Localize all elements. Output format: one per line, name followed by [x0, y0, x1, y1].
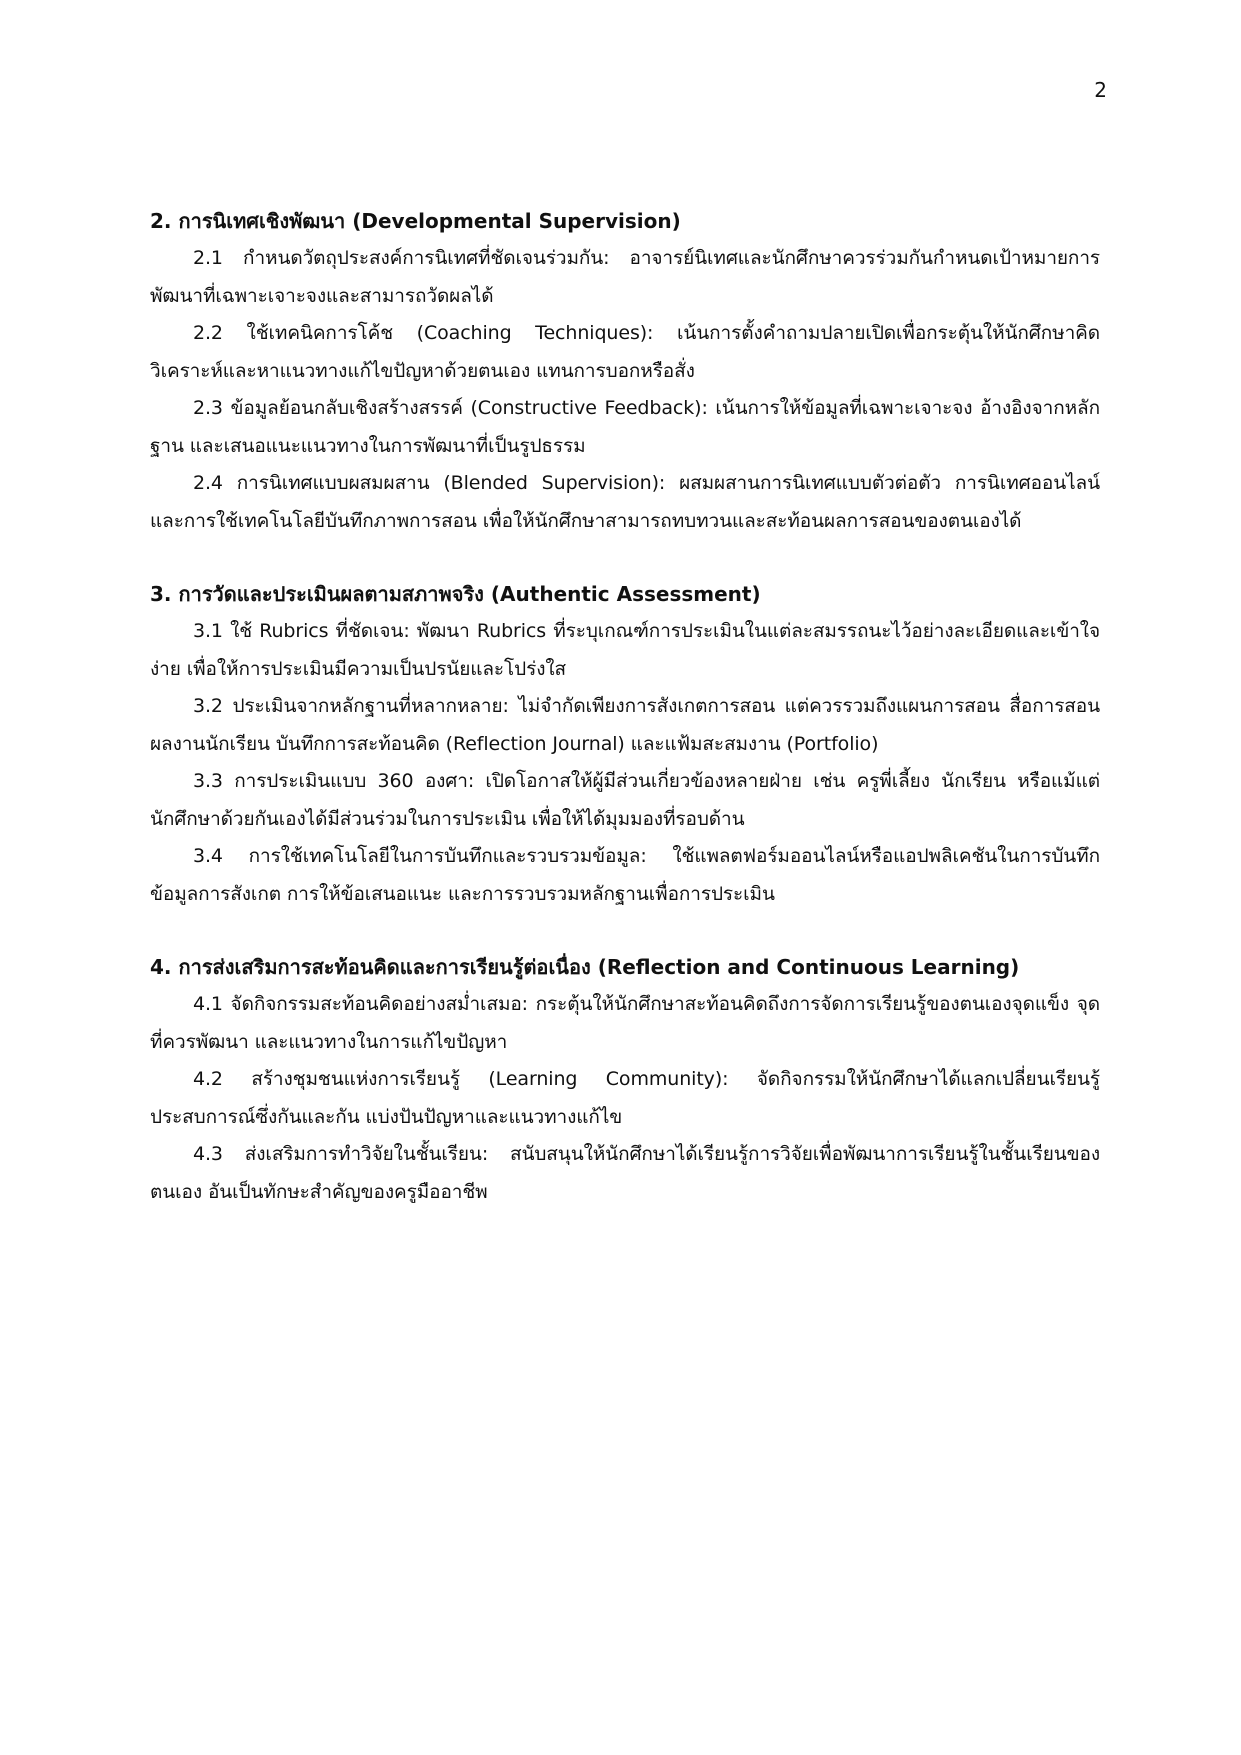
- paragraph: 2.4 การนิเทศแบบผสมผสาน (Blended Supervision): ผสมผสานการนิเทศแบบตัวต่อตัว การนิเทศออนไลน์ และการใช้เทคโนโลยีบันทึกภาพการสอน เพื่อให้นักศึกษาสามารถทบทวนและสะท้อนผลการสอนของตนเองได้: [150, 472, 1100, 532]
- paragraph: 2.1 กำหนดวัตถุประสงค์การนิเทศที่ชัดเจนร่วมกัน: อาจารย์นิเทศและนักศึกษาควรร่วมกันกำหนดเป้าหมายการพัฒนาที่เฉพาะเจาะจงและสามารถวัดผลได้: [150, 247, 1100, 307]
- document-body: [150, 203, 1100, 1247]
- paragraph: 3.4 การใช้เทคโนโลยีในการบันทึกและรวบรวมข้อมูล: ใช้แพลตฟอร์มออนไลน์หรือแอปพลิเคชันในการบันทึกข้อมูลการสังเกต การให้ข้อเสนอแนะ และการรวบรวมหลักฐานเพื่อการประเมิน: [150, 845, 1100, 905]
- paragraph: 3.3 การประเมินแบบ 360 องศา: เปิดโอกาสให้ผู้มีส่วนเกี่ยวข้องหลายฝ่าย เช่น ครูพี่เลี้ยง นักเรียน หรือแม้แต่นักศึกษาด้วยกันเองได้มีส่วนร่วมในการประเมิน เพื่อให้ได้มุมมองที่รอบด้าน: [150, 770, 1100, 830]
- paragraph: 2.2 ใช้เทคนิคการโค้ช (Coaching Techniques): เน้นการตั้งคำถามปลายเปิดเพื่อกระตุ้นให้นักศึกษาคิดวิเคราะห์และหาแนวทางแก้ไขปัญหาด้วยตนเอง แทนการบอกหรือสั่ง: [150, 322, 1100, 382]
- paragraph: 4.1 จัดกิจกรรมสะท้อนคิดอย่างสม่ำเสมอ: กระตุ้นให้นักศึกษาสะท้อนคิดถึงการจัดการเรียนรู้ของตนเองจุดแข็ง จุดที่ควรพัฒนา และแนวทางในการแก้ไขปัญหา: [150, 993, 1100, 1053]
- paragraph: 2.3 ข้อมูลย้อนกลับเชิงสร้างสรรค์ (Constructive Feedback): เน้นการให้ข้อมูลที่เฉพาะเจาะจง อ้างอิงจากหลักฐาน และเสนอแนะแนวทางในการพัฒนาที่เป็นรูปธรรม: [150, 397, 1100, 457]
- paragraph: 3.1 ใช้ Rubrics ที่ชัดเจน: พัฒนา Rubrics ที่ระบุเกณฑ์การประเมินในแต่ละสมรรถนะไว้อย่างละเอียดและเข้าใจง่าย เพื่อให้การประเมินมีความเป็นปรนัยและโปร่งใส: [150, 620, 1100, 680]
- section-reflection-learning: [150, 949, 1100, 1211]
- section-authentic-assessment: [150, 576, 1100, 913]
- section-heading: 3. การวัดและประเมินผลตามสภาพจริง (Authentic Assessment): [150, 582, 761, 606]
- page-number: 2: [1094, 78, 1107, 102]
- section-heading: 4. การส่งเสริมการสะท้อนคิดและการเรียนรู้ต่อเนื่อง (Reflection and Continuous Learning): [150, 955, 1020, 979]
- paragraph: 3.2 ประเมินจากหลักฐานที่หลากหลาย: ไม่จำกัดเพียงการสังเกตการสอน แต่ควรรวมถึงแผนการสอน สื่อการสอน ผลงานนักเรียน บันทึกการสะท้อนคิด (Reflection Journal) และแฟ้มสะสมงาน (Portfolio): [150, 695, 1100, 755]
- paragraph: 4.2 สร้างชุมชนแห่งการเรียนรู้ (Learning Community): จัดกิจกรรมให้นักศึกษาได้แลกเปลี่ยนเรียนรู้ประสบการณ์ซึ่งกันและกัน แบ่งปันปัญหาและแนวทางแก้ไข: [150, 1068, 1100, 1128]
- section-heading: 2. การนิเทศเชิงพัฒนา (Developmental Supervision): [150, 209, 681, 233]
- section-developmental-supervision: [150, 203, 1100, 540]
- paragraph: 4.3 ส่งเสริมการทำวิจัยในชั้นเรียน: สนับสนุนให้นักศึกษาได้เรียนรู้การวิจัยเพื่อพัฒนาการเรียนรู้ในชั้นเรียนของตนเอง อันเป็นทักษะสำคัญของครูมืออาชีพ: [150, 1143, 1100, 1203]
